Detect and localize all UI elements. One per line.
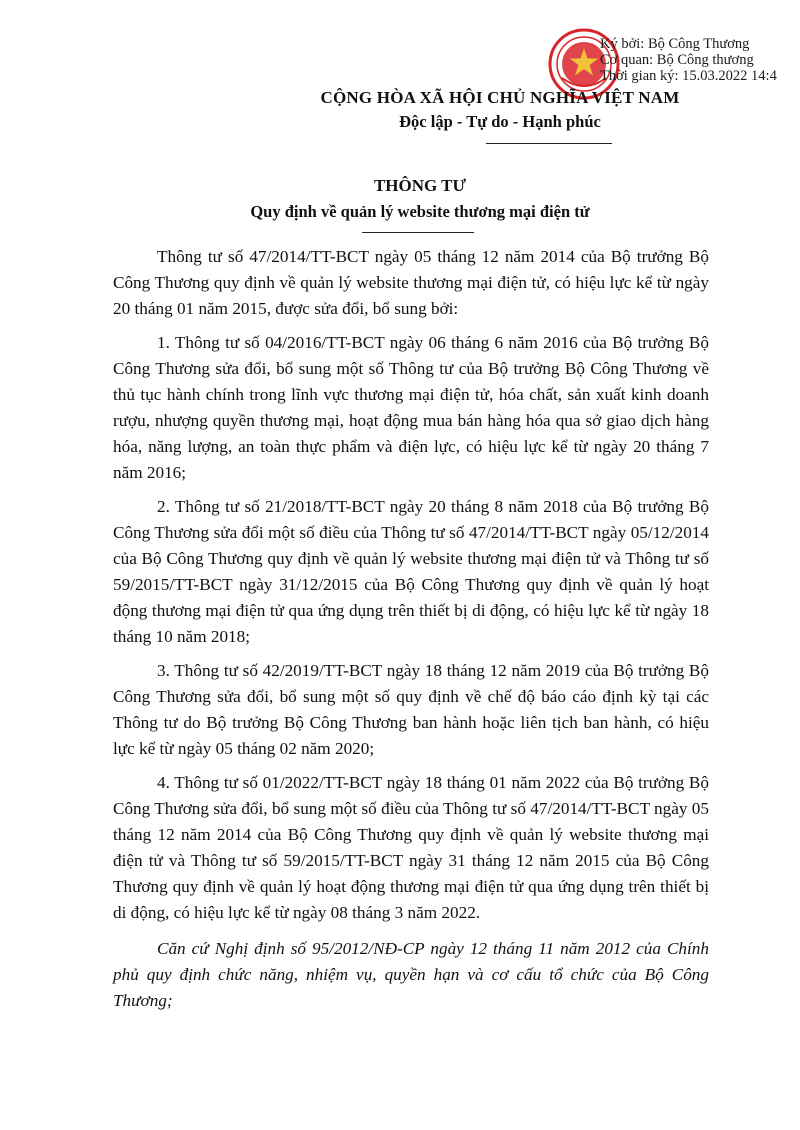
document-subject: Quy định về quản lý website thương mại điện tử [250, 202, 590, 221]
document-type: THÔNG TƯ [373, 176, 467, 195]
subject-divider [362, 232, 474, 233]
document-body [113, 244, 709, 1022]
amendment-item: 1. Thông tư số 04/2016/TT-BCT ngày 06 tháng 6 năm 2016 của Bộ trưởng Bộ Công Thương sửa đổi, bổ sung một số Thông tư của Bộ trưởng Bộ Công Thương về thủ tục hành chính trong lĩnh vực thương mại điện tử, hóa chất, sản xuất kinh doanh rượu, nhượng quyền thương mại, hoạt động mua bán hàng hóa qua sở giao dịch hàng hóa, năng lượng, an toàn thực phẩm và điện lực, có hiệu lực kể từ ngày 20 tháng 7 năm 2016; [113, 333, 709, 482]
intro-paragraph: Thông tư số 47/2014/TT-BCT ngày 05 tháng 12 năm 2014 của Bộ trưởng Bộ Công Thương quy định về quản lý website thương mại điện tử, có hiệu lực kể từ ngày 20 tháng 01 năm 2015, được sửa đổi, bổ sung bởi: [113, 247, 709, 318]
signing-time: Thời gian ký: 15.03.2022 14:4 [600, 68, 777, 84]
nation-name: CỘNG HÒA XÃ HỘI CHỦ NGHĨA VIỆT NAM [320, 88, 680, 107]
signed-by: Ký bởi: Bộ Công Thương [600, 36, 750, 52]
legal-basis-paragraph: Căn cứ Nghị định số 95/2012/NĐ-CP ngày 12 tháng 11 năm 2012 của Chính phủ quy định chức năng, nhiệm vụ, quyền hạn và cơ cấu tổ chức của Bộ Công Thương; [113, 939, 709, 1010]
amendment-item: 2. Thông tư số 21/2018/TT-BCT ngày 20 tháng 8 năm 2018 của Bộ trưởng Bộ Công Thương sửa đổi một số điều của Thông tư số 47/2014/TT-BCT ngày 05/12/2014 của Bộ Công Thương quy định về quản lý website thương mại điện tử và Thông tư số 59/2015/TT-BCT ngày 31/12/2015 của Bộ Công Thương quy định về quản lý hoạt động thương mại điện tử qua ứng dụng trên thiết bị di động, có hiệu lực kể từ ngày 18 tháng 10 năm 2018; [113, 497, 709, 646]
amendment-item: 3. Thông tư số 42/2019/TT-BCT ngày 18 tháng 12 năm 2019 của Bộ trưởng Bộ Công Thương sửa đổi, bổ sung một số quy định về chế độ báo cáo định kỳ tại các Thông tư do Bộ trưởng Bộ Công Thương ban hành hoặc liên tịch ban hành, có hiệu lực kể từ ngày 05 tháng 02 năm 2020; [113, 661, 709, 758]
signing-agency: Cơ quan: Bộ Công thương [600, 52, 754, 68]
national-motto: Độc lập - Tự do - Hạnh phúc [399, 112, 601, 131]
header-divider [486, 143, 612, 144]
amendment-item: 4. Thông tư số 01/2022/TT-BCT ngày 18 tháng 01 năm 2022 của Bộ trưởng Bộ Công Thương sửa đổi, bổ sung một số điều của Thông tư số 47/2014/TT-BCT ngày 05 tháng 12 năm 2014 của Bộ Công Thương quy định về quản lý website thương mại điện tử và Thông tư số 59/2015/TT-BCT ngày 31 tháng 12 năm 2015 của Bộ Công Thương quy định về quản lý hoạt động thương mại điện tử qua ứng dụng trên thiết bị di động, có hiệu lực kể từ ngày 08 tháng 3 năm 2022. [113, 773, 709, 922]
